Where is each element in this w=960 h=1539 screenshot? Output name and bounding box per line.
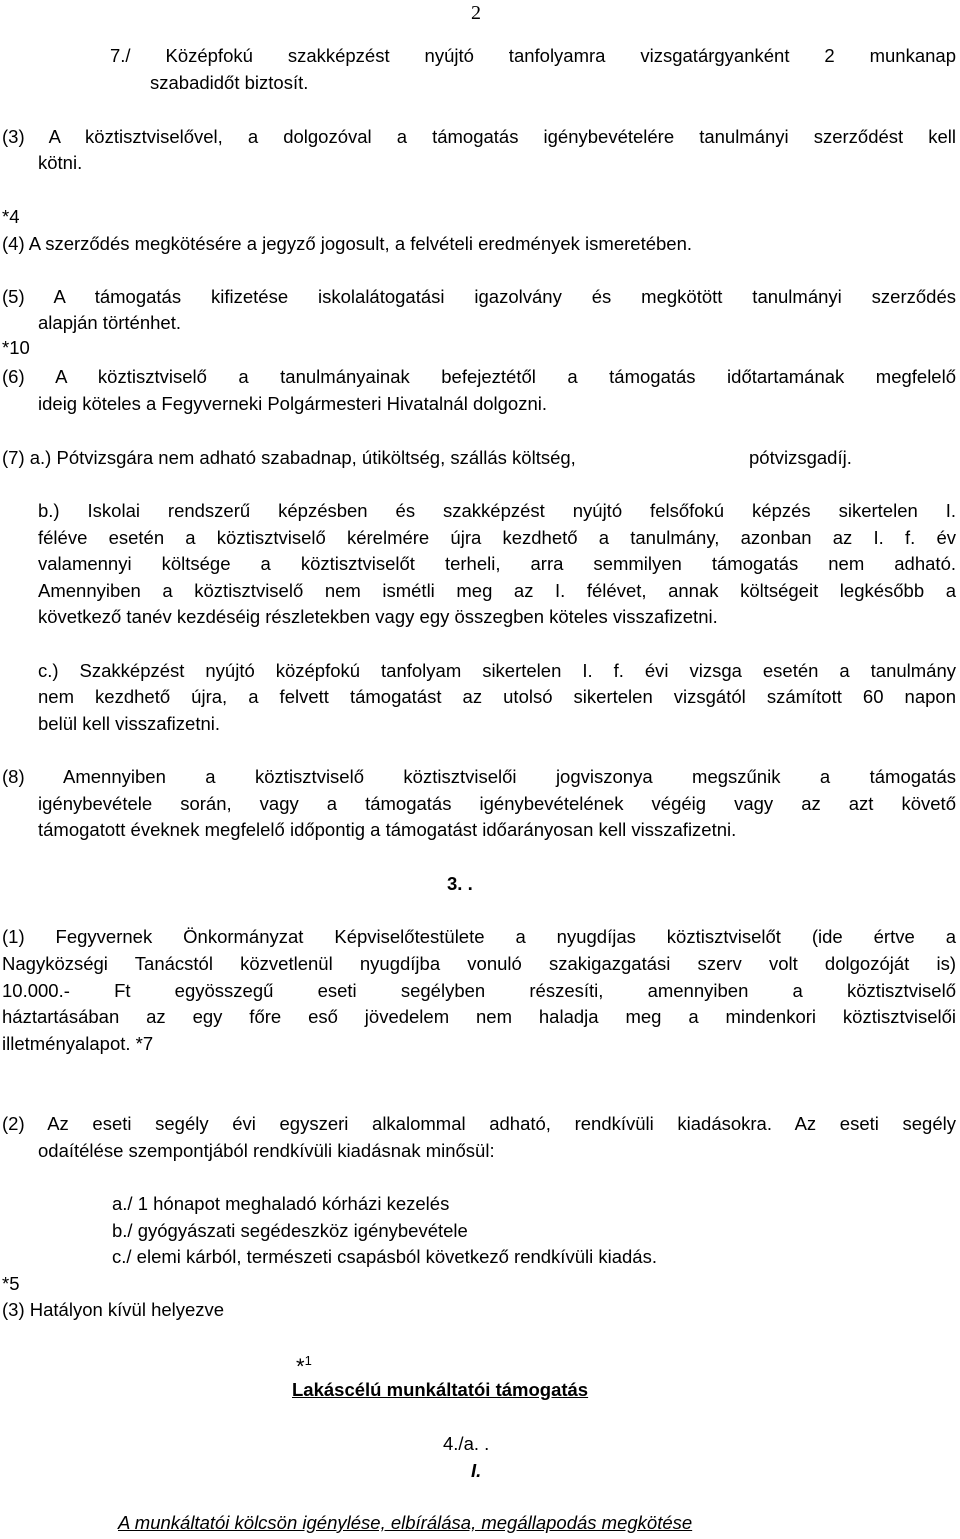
roman-heading-1: I. (471, 1460, 482, 1481)
para-8-line-2: igénybevétele során, vagy a támogatás igénybevételének végéig vagy az azt követő (38, 793, 956, 814)
para-4: (4) A szerződés megkötésére a jegyző jogosult, a felvételi eredmények ismeretében. (2, 233, 693, 254)
para-b-line-5: következő tanév kezdéséig részletekben vagy egy összegben köteles visszafizetni. (38, 606, 718, 627)
para-7a-line-1: (7) a.) Pótvizsgára nem adható szabadnap, útiköltség, szállás költség, (2, 447, 576, 468)
para-7-line-1: 7./ Középfokú szakképzést nyújtó tanfolyamra vizsgatárgyanként 2 munkanap (110, 45, 956, 66)
para-b-line-3: valamennyi költsége a köztisztviselőt terheli, arra semmilyen támogatás nem adható. (38, 553, 956, 574)
para-3-line-1: (3) A köztisztviselővel, a dolgozóval a támogatás igénybevételére tanulmányi szerződést kell (2, 126, 956, 147)
para-b-line-2: féléve esetén a köztisztviselő kérelmére újra kezdhető a tanulmány, azonban az I. f. év (38, 527, 956, 548)
footnote-ref-4: *4 (2, 206, 20, 227)
list-item-a: a./ 1 hónapot meghaladó kórházi kezelés (112, 1193, 450, 1214)
subheading-kolcson: A munkáltatói kölcsön igénylése, elbírálása, megállapodás megkötése (118, 1512, 693, 1533)
sec3-para-1-line-2: Nagyközségi Tanácstól közvetlenül nyugdíjba vonuló szakigazgatási szerv volt dolgozóját is) (2, 953, 956, 974)
para-b-line-1: b.) Iskolai rendszerű képzésben és szakképzést nyújtó felsőfokú képzés sikertelen I. (38, 500, 956, 521)
list-item-c: c./ elemi kárból, természeti csapásból következő rendkívüli kiadás. (112, 1246, 657, 1267)
para-c-line-3: belül kell visszafizetni. (38, 713, 220, 734)
para-6-line-2: ideig köteles a Fegyverneki Polgármesteri Hivatalnál dolgozni. (38, 393, 548, 414)
footnote-ref-5: *5 (2, 1273, 20, 1294)
sec3-para-2-line-1: (2) Az eseti segély évi egyszeri alkalommal adható, rendkívüli kiadásokra. Az eseti segély (2, 1113, 956, 1134)
sec3-para-1-line-4: háztartásában az egy főre eső jövedelem nem haladja meg a mindenkori köztisztviselői (2, 1006, 956, 1027)
sec3-para-1-line-3: 10.000.- Ft egyösszegű eseti segélyben részesíti, amennyiben a köztisztviselő (2, 980, 956, 1001)
para-7a-line-2: pótvizsgadíj. (749, 447, 852, 468)
page-number: 2 (471, 2, 481, 24)
para-c-line-1: c.) Szakképzést nyújtó középfokú tanfolyam sikertelen I. f. évi vizsga esetén a tanulmány (38, 660, 956, 681)
footnote-star: * (296, 1354, 305, 1379)
heading-lakascelu: Lakáscélú munkáltatói támogatás (292, 1379, 589, 1400)
para-5-line-1: (5) A támogatás kifizetése iskolalátogatási igazolvány és megkötött tanulmányi szerződés (2, 286, 956, 307)
sec3-para-2-line-2: odaítélése szempontjából rendkívüli kiadásnak minősül: (38, 1140, 495, 1161)
section-4a-heading: 4./a. . (443, 1433, 490, 1454)
sec3-para-1-line-1: (1) Fegyvernek Önkormányzat Képviselőtestülete a nyugdíjas köztisztviselőt (ide értve a (2, 926, 956, 947)
para-8-line-1: (8) Amennyiben a köztisztviselő köztisztviselői jogviszonya megszűnik a támogatás (2, 766, 956, 787)
para-7-line-2: szabadidőt biztosít. (150, 72, 309, 93)
footnote-number: 1 (304, 1353, 312, 1368)
para-6-line-1: (6) A köztisztviselő a tanulmányainak befejeztétől a támogatás időtartamának megfelelő (2, 366, 956, 387)
footnote-ref-10: *10 (2, 337, 30, 358)
para-3-line-2: kötni. (38, 152, 83, 173)
para-5-line-2: alapján történhet. (38, 312, 181, 333)
sec3-para-1-line-5: illetményalapot. *7 (2, 1033, 154, 1054)
para-b-line-4: Amennyiben a köztisztviselő nem ismétli meg az I. félévet, annak költségeit legkésőbb a (38, 580, 956, 601)
footnote-ref-1 (296, 1350, 312, 1379)
list-item-b: b./ gyógyászati segédeszköz igénybevétele (112, 1220, 468, 1241)
section-3-heading: 3. . (447, 873, 473, 894)
sec3-para-3: (3) Hatályon kívül helyezve (2, 1299, 225, 1320)
para-8-line-3: támogatott éveknek megfelelő időpontig a támogatást időarányosan kell visszafizetni. (38, 819, 737, 840)
para-c-line-2: nem kezdhető újra, a felvett támogatást az utolsó sikertelen vizsgától számított 60 napon (38, 686, 956, 707)
